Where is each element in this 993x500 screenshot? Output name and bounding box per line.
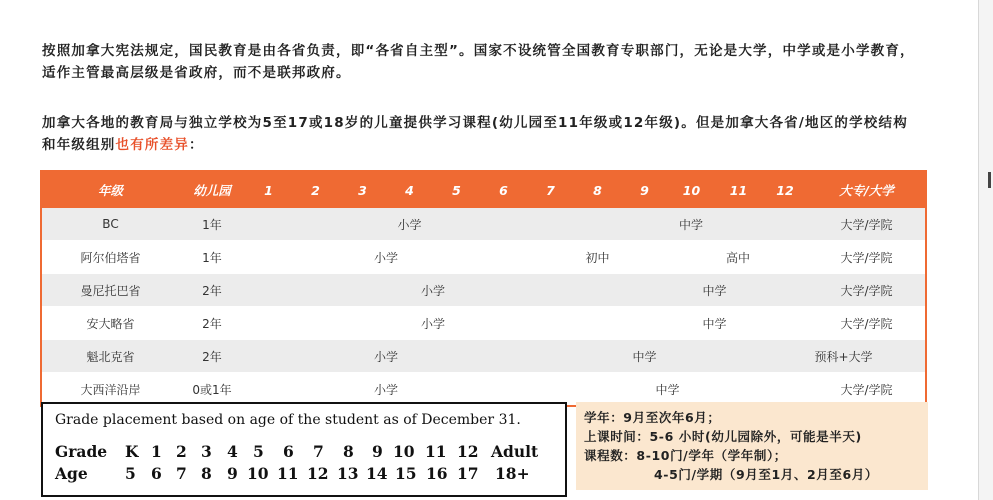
grade-value: 9 <box>372 442 383 461</box>
note-line: 学年：9月至次年6月； <box>584 410 721 425</box>
window-right-edge <box>978 0 993 500</box>
school-structure-table <box>40 170 927 407</box>
age-value: 18+ <box>495 464 530 483</box>
age-value: 12 <box>307 464 329 483</box>
grade-value: 2 <box>176 442 187 461</box>
header-cell: 大专/大学 <box>808 171 926 208</box>
header-cell: 年级 <box>41 171 179 208</box>
table-header-row <box>41 171 926 208</box>
age-value: 15 <box>395 464 417 483</box>
table-row <box>41 208 926 241</box>
post-secondary-cell: 大学/学院 <box>808 208 926 241</box>
grade-age-box <box>41 402 567 497</box>
segment-cell: 小学 <box>245 373 527 407</box>
grade-value: 12 <box>457 442 479 461</box>
segment-cell: 中学 <box>621 274 808 307</box>
segment-cell: 中学 <box>621 307 808 340</box>
note-line: 4-5门/学期（9月至1月、2月至6月） <box>654 467 878 482</box>
segment-cell: 高中 <box>668 241 808 274</box>
grade-label: Grade <box>55 442 108 461</box>
header-cell: 8 <box>574 171 621 208</box>
post-secondary-cell: 预科+大学 <box>762 340 926 373</box>
note-line: 上课时间：5-6 小时(幼儿园除外，可能是半天) <box>584 429 862 444</box>
age-value: 11 <box>277 464 299 483</box>
grade-value: 10 <box>393 442 415 461</box>
age-value: 10 <box>247 464 269 483</box>
intro-paragraph-2 <box>42 112 922 156</box>
kindergarten-cell: 2年 <box>179 307 245 340</box>
age-value: 17 <box>457 464 479 483</box>
header-cell: 7 <box>527 171 574 208</box>
province-cell: 曼尼托巴省 <box>41 274 179 307</box>
table-row <box>41 340 926 373</box>
table-row <box>41 241 926 274</box>
intro-p2-highlight: 也有所差异 <box>115 137 189 153</box>
header-cell: 幼儿园 <box>179 171 245 208</box>
header-cell: 11 <box>715 171 762 208</box>
age-value: 13 <box>337 464 359 483</box>
segment-cell: 中学 <box>574 208 808 241</box>
province-cell: 魁北克省 <box>41 340 179 373</box>
segment-cell: 小学 <box>245 241 527 274</box>
kindergarten-cell: 2年 <box>179 274 245 307</box>
grade-value: 4 <box>227 442 238 461</box>
kindergarten-cell: 1年 <box>179 241 245 274</box>
school-year-note <box>576 402 928 490</box>
age-value: 7 <box>176 464 187 483</box>
age-value: 5 <box>125 464 136 483</box>
header-cell: 4 <box>386 171 433 208</box>
header-cell: 1 <box>245 171 292 208</box>
post-secondary-cell: 大学/学院 <box>808 373 926 407</box>
age-value: 6 <box>151 464 162 483</box>
segment-cell: 中学 <box>527 340 762 373</box>
header-cell: 3 <box>339 171 386 208</box>
segment-cell: 中学 <box>527 373 808 407</box>
resize-handle[interactable] <box>988 172 991 188</box>
header-cell: 2 <box>292 171 339 208</box>
age-value: 14 <box>366 464 388 483</box>
age-label: Age <box>55 464 88 483</box>
kindergarten-cell: 0或1年 <box>179 373 245 407</box>
grade-age-caption: Grade placement based on age of the student as of December 31. <box>55 412 521 428</box>
table-row <box>41 307 926 340</box>
province-cell: BC <box>41 208 179 241</box>
segment-cell: 小学 <box>245 340 527 373</box>
post-secondary-cell: 大学/学院 <box>808 307 926 340</box>
table-row <box>41 274 926 307</box>
segment-cell: 初中 <box>527 241 668 274</box>
grade-value: 6 <box>283 442 294 461</box>
grade-value: 7 <box>313 442 324 461</box>
header-cell: 10 <box>668 171 715 208</box>
segment-cell: 小学 <box>245 208 574 241</box>
grade-value: 3 <box>201 442 212 461</box>
grade-value: Adult <box>491 442 539 461</box>
intro-paragraph-1: 按照加拿大宪法规定，国民教育是由各省负责，即“各省自主型”。国家不设统管全国教育专职部门，无论是大学，中学或是小学教育，适作主管最高层级是省政府，而不是联邦政府。 <box>42 43 915 81</box>
segment-cell: 小学 <box>245 307 621 340</box>
age-value: 16 <box>426 464 448 483</box>
grade-value: 8 <box>343 442 354 461</box>
intro-p2-text: 加拿大各地的教育局与独立学校为5至17或18岁的儿童提供学习课程(幼儿园至11年级或12年级)。但是加拿大各省/地区的学校结构和年级组别 <box>42 115 908 153</box>
province-cell: 大西洋沿岸 <box>41 373 179 407</box>
note-line: 课程数：8-10门/学年（学年制）； <box>584 448 787 463</box>
grade-value: 5 <box>253 442 264 461</box>
grade-value: 1 <box>151 442 162 461</box>
kindergarten-cell: 2年 <box>179 340 245 373</box>
grade-value: 11 <box>425 442 447 461</box>
grade-value: K <box>125 442 139 461</box>
province-cell: 阿尔伯塔省 <box>41 241 179 274</box>
age-value: 9 <box>227 464 238 483</box>
header-cell: 9 <box>621 171 668 208</box>
intro-p2-end: ： <box>189 137 204 153</box>
age-value: 8 <box>201 464 212 483</box>
province-cell: 安大略省 <box>41 307 179 340</box>
header-cell: 5 <box>433 171 480 208</box>
segment-cell: 小学 <box>245 274 621 307</box>
table-row <box>41 373 926 407</box>
header-cell: 6 <box>480 171 527 208</box>
post-secondary-cell: 大学/学院 <box>808 241 926 274</box>
post-secondary-cell: 大学/学院 <box>808 274 926 307</box>
header-cell: 12 <box>762 171 808 208</box>
kindergarten-cell: 1年 <box>179 208 245 241</box>
